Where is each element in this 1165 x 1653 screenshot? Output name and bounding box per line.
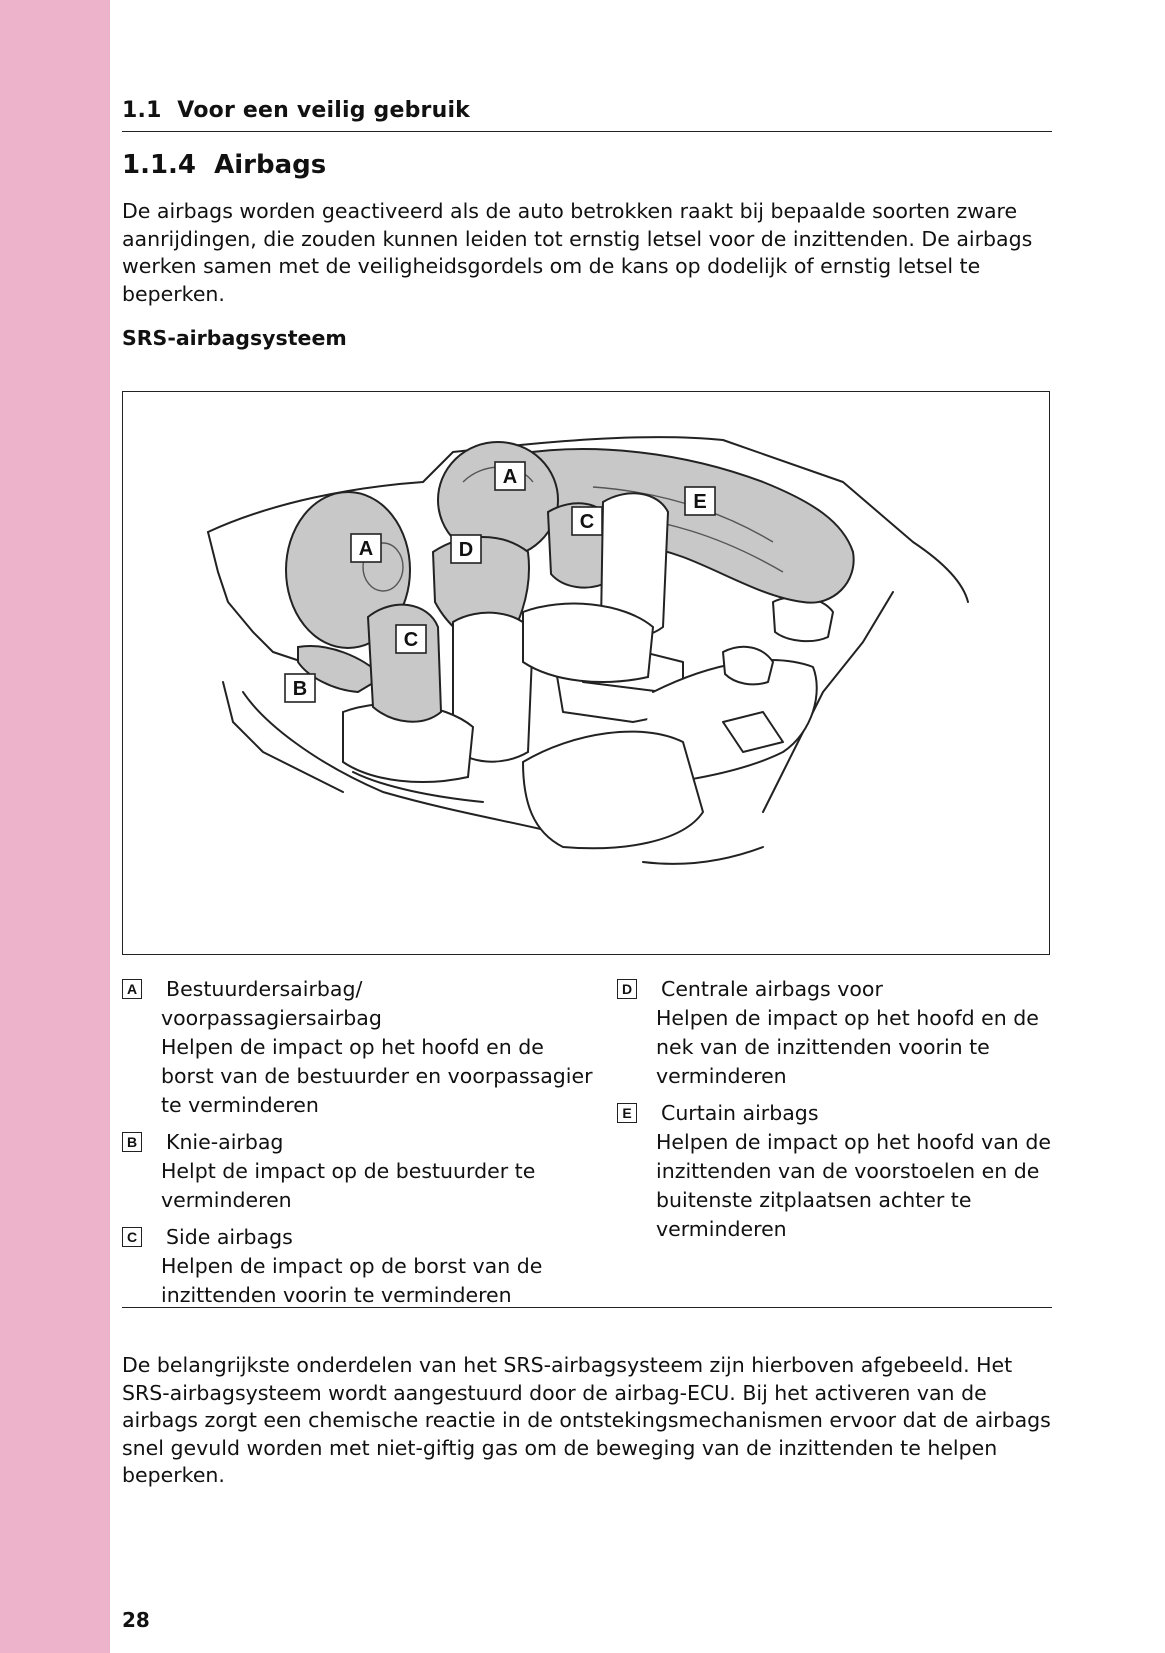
legend-title: Bestuurdersairbag/ xyxy=(166,977,363,1001)
legend-letter: E xyxy=(617,1103,637,1123)
rear-headrest-right xyxy=(773,597,833,641)
section-number: 1.1 xyxy=(122,98,162,123)
intro-paragraph: De airbags worden geactiveerd als de auto betrokken raakt bij bepaalde soorten zware aanrijdingen, die zouden kunnen leiden tot ernstig letsel voor de inzittenden. De airbags werken samen met de veiligheidsgordels om de kans op dodelijk of ernstig letsel te beperken. xyxy=(122,199,1033,306)
label-c-driver-side xyxy=(396,625,426,653)
label-c-passenger-side xyxy=(572,507,602,535)
label-text: C xyxy=(579,511,595,533)
car-interior-airbag-illustration xyxy=(123,392,1049,954)
legend-title: Knie-airbag xyxy=(166,1130,284,1154)
legend-title-continued: voorpassagiersairbag xyxy=(161,1006,382,1030)
airbag-legend xyxy=(122,975,1052,1305)
legend-letter: B xyxy=(122,1132,142,1152)
driver-side-airbag xyxy=(368,605,441,722)
legend-title: Centrale airbags voor xyxy=(661,977,883,1001)
legend-item-a xyxy=(122,975,602,1120)
legend-description: Helpen de impact op het hoofd van de inzittenden van de voorstoelen en de buitenste zitplaatsen achter te verminderen xyxy=(656,1130,1051,1241)
passenger-seat-cushion xyxy=(523,604,653,682)
legend-title: Curtain airbags xyxy=(661,1101,819,1125)
legend-item-c xyxy=(122,1223,602,1310)
legend-column-left xyxy=(122,975,602,1318)
sub-heading: SRS-airbagsysteem xyxy=(122,326,347,350)
rear-headrest-center xyxy=(723,647,773,685)
legend-description: Helpen de impact op het hoofd en de borst van de bestuurder en voorpassagier te verminderen xyxy=(161,1035,593,1117)
label-text: C xyxy=(403,629,419,651)
airbag-figure xyxy=(122,391,1050,955)
legend-column-right xyxy=(617,975,1052,1252)
legend-description: Helpt de impact op de bestuurder te verminderen xyxy=(161,1159,536,1212)
label-e-curtain xyxy=(685,487,715,515)
page-number: 28 xyxy=(122,1608,150,1632)
label-text: A xyxy=(358,538,374,560)
legend-letter: D xyxy=(617,979,637,999)
rear-seat-cushion xyxy=(523,732,703,849)
legend-item-e xyxy=(617,1099,1052,1244)
legend-letter: A xyxy=(122,979,142,999)
legend-item-b xyxy=(122,1128,602,1215)
legend-letter: C xyxy=(122,1227,142,1247)
label-text: D xyxy=(458,539,474,561)
legend-divider xyxy=(122,1307,1052,1308)
label-b-knee xyxy=(285,674,315,702)
label-text: A xyxy=(502,466,518,488)
legend-item-d xyxy=(617,975,1052,1091)
label-a-driver xyxy=(351,534,381,562)
label-d-center xyxy=(451,535,481,563)
label-text: B xyxy=(292,678,308,700)
subsection-name: Airbags xyxy=(214,150,327,180)
section-title: Voor een veilig gebruik xyxy=(177,98,471,123)
legend-title: Side airbags xyxy=(166,1225,293,1249)
page-edge-color-bar xyxy=(0,0,110,1653)
body-paragraph: De belangrijkste onderdelen van het SRS-airbagsysteem zijn hierboven afgebeeld. Het SRS-airbagsysteem wordt aangestuurd door de airbag-ECU. Bij het activeren van de airbags zorgt een chemische reactie in de ontstekingsmechanismen ervoor dat de airbags snel gevuld worden met niet-giftig gas om de beweging van de inzittenden te helpen beperken. xyxy=(122,1353,1051,1487)
floor-front xyxy=(223,682,343,792)
console-detail xyxy=(583,682,663,692)
legend-description: Helpen de impact op het hoofd en de nek van de inzittenden voorin te verminderen xyxy=(656,1006,1039,1088)
rear-floor xyxy=(643,847,763,864)
legend-description: Helpen de impact op de borst van de inzittenden voorin te verminderen xyxy=(161,1254,543,1307)
section-header xyxy=(122,98,1052,132)
subsection-number: 1.1.4 xyxy=(122,150,197,180)
label-text: E xyxy=(693,491,707,513)
subsection-title xyxy=(122,150,326,180)
label-a-passenger xyxy=(495,462,525,490)
